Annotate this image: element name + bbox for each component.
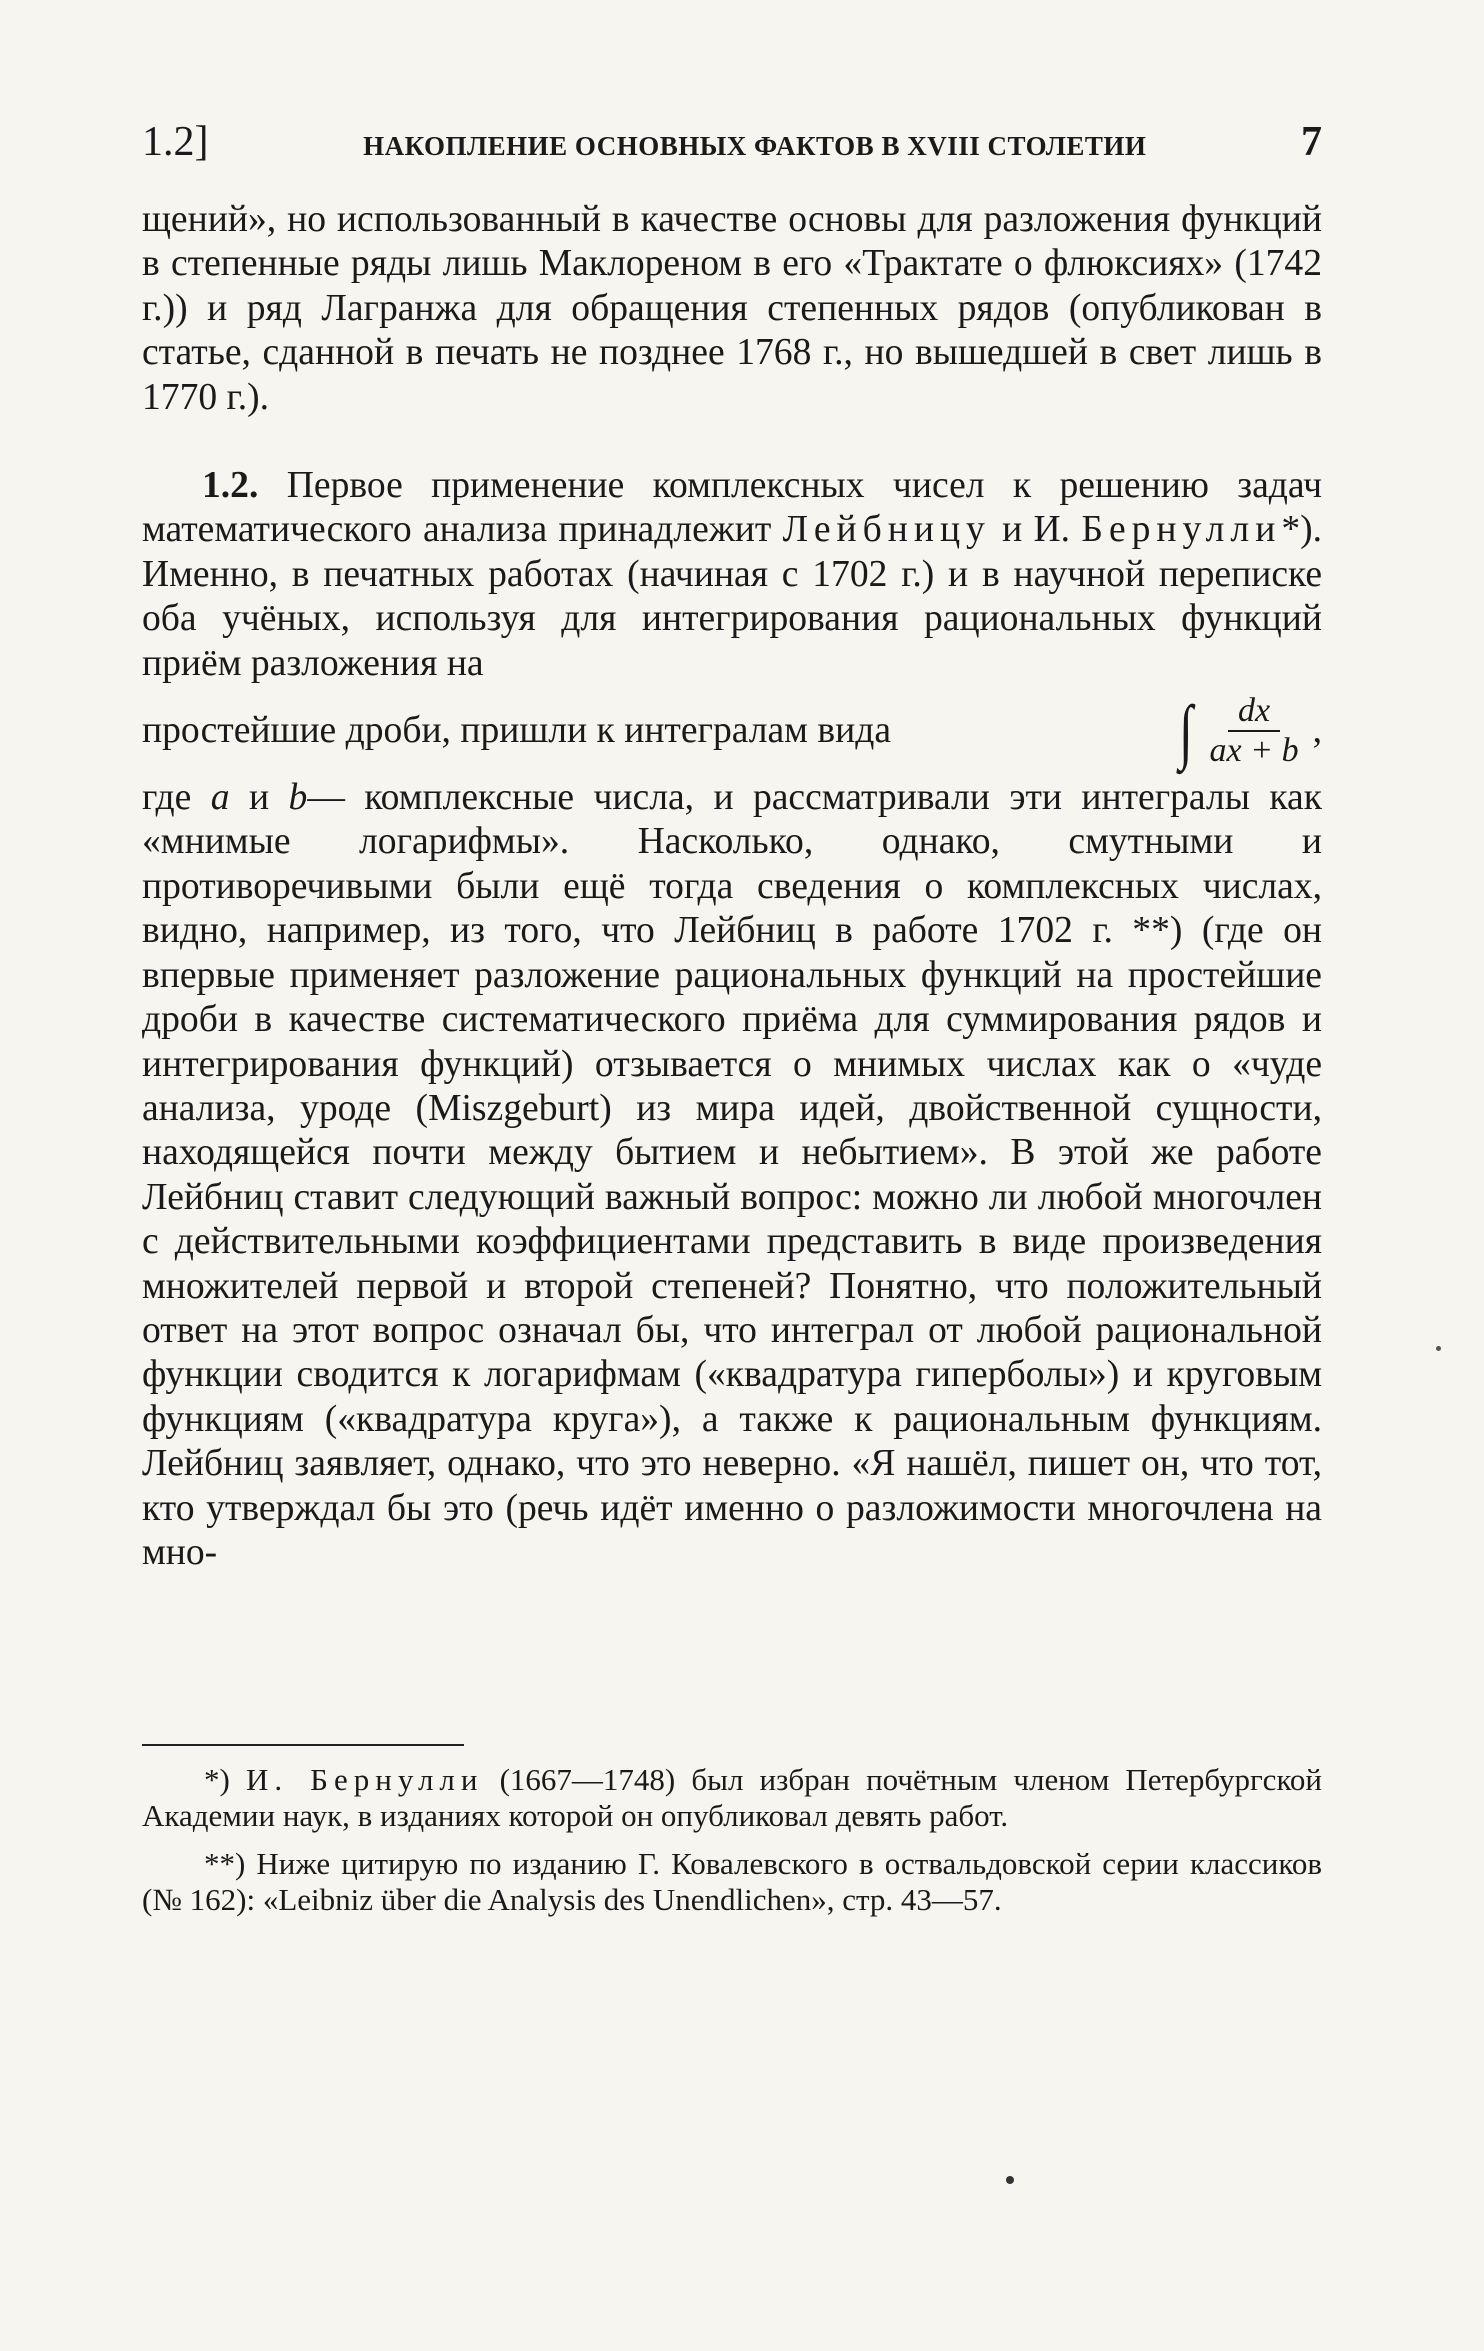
footnote-1-name: И. Бернулли — [245, 1762, 484, 1797]
footnote-2 — [142, 1846, 1322, 1918]
main-text — [142, 198, 1322, 1575]
var-b: b — [288, 777, 308, 819]
formula-lead: простейшие дроби, пришли к интегралам вида — [142, 709, 891, 751]
conj-and: и И. — [1002, 509, 1071, 551]
word-where: где — [142, 777, 192, 819]
fraction-numerator: dx — [1228, 692, 1280, 732]
footnote-1-text: (1667—1748) был избран почётным членом Петербургской Академии наук, в изданиях которой он опубликовал девять работ. — [142, 1762, 1323, 1833]
section-label: 1.2. — [202, 465, 259, 507]
fraction-denominator: ax + b — [1209, 732, 1299, 770]
page-header — [142, 118, 1322, 174]
fraction — [1200, 692, 1309, 770]
paragraph-continuation — [142, 776, 1322, 1575]
footnote-rule — [142, 1744, 464, 1746]
para-intro: Первое применение комплексных чисел к решению задач математического анализа принадлежит — [142, 465, 1322, 551]
print-speck-small — [1436, 1346, 1441, 1351]
name-bernoulli: Бернулли — [1081, 509, 1282, 551]
paragraph-1-2 — [142, 464, 1322, 686]
integral-formula — [1176, 692, 1322, 770]
print-speck — [1006, 2176, 1014, 2184]
formula-comma: , — [1312, 709, 1322, 751]
footnote-2-mark: **) — [204, 1846, 246, 1881]
integral-sign: ∫ — [1178, 691, 1193, 772]
footnotes — [142, 1762, 1322, 1918]
word-and: и — [248, 777, 270, 819]
section-number: 1.2] — [142, 119, 209, 165]
footnote-1 — [142, 1762, 1322, 1834]
continuation-text: — комплексные числа, и рассматривали эти интегралы как «мнимые логарифмы». Насколько, однако, смутными и противоречивыми были ещё тогда сведения о комплексных числах, видно, например, из того, что Лейбниц в работе 1702 г. **) (где он впервые применяет разложение рациональных функций на простейшие дроби в качестве систематического приёма для суммирования рядов и интегрирования функций) отзывается о мнимых числах как о «чуде анализа, уроде (Miszgeburt) из мира идей, двойственной сущности, находящейся почти между бытием и небытием». В этой же работе Лейбниц ставит следующий важный вопрос: можно ли любой многочлен с действительными коэффициентами представить в виде произведения множителей первой и второй степеней? Понятно, что положительный ответ на этот вопрос означал бы, что интеграл от любой рациональной функции сводится к логарифмам («квадратура гиперболы») и круговым функциям («квадратура круга»), а также к рациональным функциям. Лейбниц заявляет, однако, что это неверно. «Я нашёл, пишет он, что тот, кто утверждал бы это (речь идёт именно о разложимости многочлена на мно- — [142, 777, 1322, 1573]
formula-line — [142, 686, 1322, 776]
var-a: a — [210, 777, 230, 819]
running-title: НАКОПЛЕНИЕ ОСНОВНЫХ ФАКТОВ В XVIII СТОЛЕТИИ — [363, 131, 1147, 161]
name-leibniz: Лейбницу — [782, 509, 991, 551]
page-number: 7 — [1300, 119, 1322, 165]
footnote-2-text: Ниже цитирую по изданию Г. Ковалевского в оствальдовской серии классиков (№ 162): «Leibniz über die Analysis des Unendlichen», стр. 43—57. — [142, 1846, 1322, 1917]
para-after-names: *). Именно, в печатных работах (начиная с 1702 г.) и в научной переписке оба учёных, используя для интегрирования рациональных функций приём разложения на — [142, 509, 1323, 684]
paragraph-continued: щений», но использованный в качестве основы для разложения функций в степенные ряды лишь Маклореном в его «Трактате о флюксиях» (1742 г.)) и ряд Лагранжа для обращения степенных рядов (опубликован в статье, сданной в печать не позднее 1768 г., но вышедшей в свет лишь в 1770 г.). — [142, 199, 1322, 418]
footnote-1-mark: *) — [204, 1762, 230, 1797]
